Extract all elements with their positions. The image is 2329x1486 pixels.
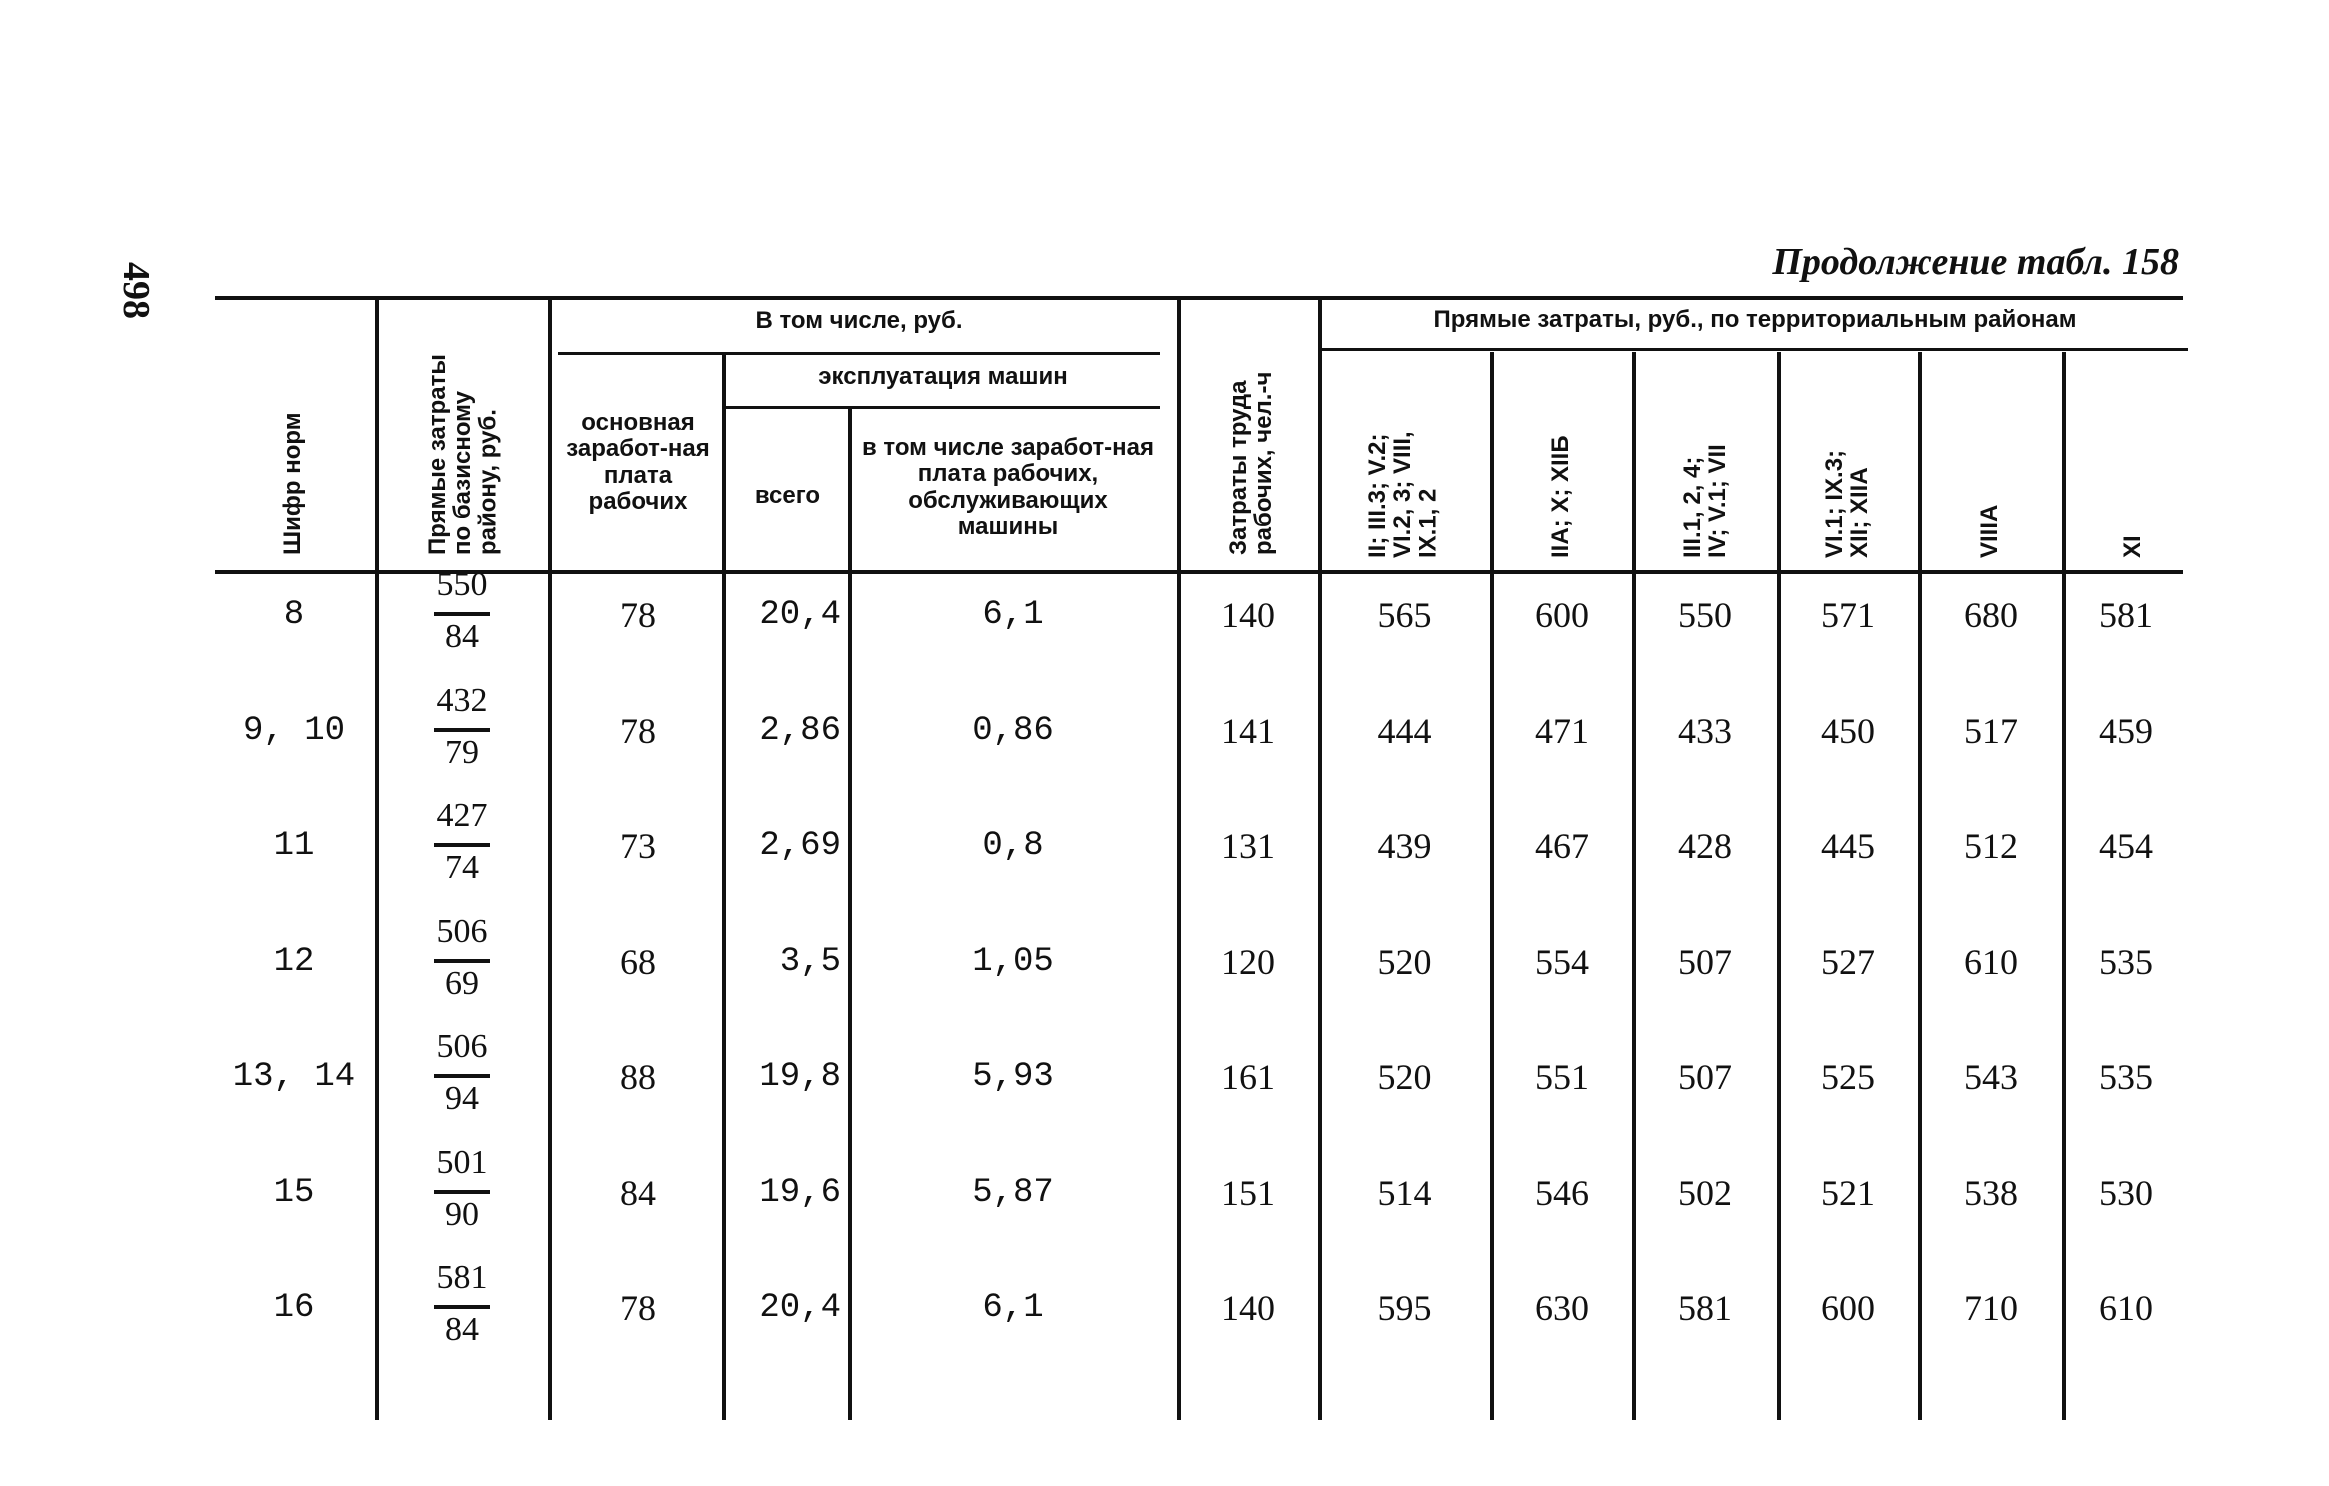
- fraction-numerator: 581: [436, 1259, 488, 1296]
- cell-pryamye-base: [379, 684, 545, 776]
- cell-trud: 141: [1221, 711, 1275, 751]
- cell-region-5: 543: [1964, 1057, 2018, 1097]
- cell-vsego: 20,4: [759, 596, 841, 634]
- table-caption: Продолжение табл. 158: [1772, 241, 2179, 283]
- cell-region-3: 433: [1678, 711, 1732, 751]
- cell-osn: 78: [620, 595, 656, 635]
- group-rule-v-tom-chisle: [558, 352, 1160, 355]
- cell-region-2: 554: [1535, 942, 1589, 982]
- cell-region-6: 610: [2099, 1288, 2153, 1328]
- header-region-5: VIIIА: [1976, 504, 2003, 558]
- cell-region-4: 527: [1821, 942, 1875, 982]
- fraction-denominator: 79: [445, 734, 479, 771]
- header-osnovnaya: основная заработ-ная плата рабочих: [566, 409, 710, 516]
- cell-region-1: 444: [1377, 711, 1432, 751]
- cell-zarab: 6,1: [982, 596, 1044, 634]
- header-shifr: Шифр норм: [279, 412, 306, 555]
- header-v-tom-chisle: В том числе, руб.: [755, 307, 963, 334]
- col-divider: [848, 409, 852, 1420]
- col-divider: [1632, 352, 1636, 1420]
- cell-region-1: 439: [1377, 826, 1432, 866]
- cell-zarab: 6,1: [982, 1289, 1044, 1327]
- cell-trud: 131: [1221, 826, 1275, 866]
- fraction-numerator: 501: [436, 1144, 488, 1181]
- fraction-denominator: 84: [445, 1311, 479, 1348]
- cell-region-1: 565: [1377, 595, 1432, 635]
- cell-pryamye-base: [379, 1030, 545, 1122]
- header-region-6: XI: [2119, 535, 2146, 558]
- cell-vsego: 19,8: [759, 1058, 841, 1096]
- cell-region-4: 445: [1821, 826, 1875, 866]
- fraction-bar: [434, 1190, 490, 1194]
- cell-osn: 68: [620, 942, 656, 982]
- fraction-bar: [434, 612, 490, 616]
- col-divider: [2062, 352, 2066, 1420]
- cell-region-5: 710: [1964, 1288, 2018, 1328]
- cell-region-3: 507: [1678, 1057, 1732, 1097]
- cell-region-6: 459: [2099, 711, 2153, 751]
- cell-region-1: 595: [1377, 1288, 1432, 1328]
- group-rule-territorial: [1320, 348, 2188, 351]
- col-divider: [722, 355, 726, 1420]
- cell-osn: 78: [620, 1288, 656, 1328]
- fraction-bar: [434, 728, 490, 732]
- header-region-4: VI.1; IX.3; XII; XIIА: [1821, 449, 1874, 558]
- cell-osn: 73: [620, 826, 656, 866]
- cell-trud: 161: [1221, 1057, 1275, 1097]
- cell-region-2: 630: [1535, 1288, 1589, 1328]
- fraction-denominator: 90: [445, 1196, 479, 1233]
- header-region-1: II; III.3; V.2; VI.2, 3; VIII, IX.1, 2: [1364, 431, 1442, 558]
- cell-shifr: 8: [283, 596, 305, 634]
- fraction-numerator: 550: [436, 566, 488, 603]
- cell-region-2: 467: [1535, 826, 1589, 866]
- cell-vsego: 20,4: [759, 1289, 841, 1327]
- col-divider: [1490, 352, 1494, 1420]
- header-zatraty-truda: Затраты труда рабочих, чел.-ч: [1225, 371, 1278, 555]
- cell-osn: 88: [620, 1057, 656, 1097]
- col-divider: [548, 300, 552, 1420]
- fraction-denominator: 74: [445, 849, 479, 886]
- fraction-denominator: 84: [445, 618, 479, 655]
- cell-region-3: 502: [1678, 1173, 1732, 1213]
- cell-zarab: 5,87: [972, 1174, 1054, 1212]
- cell-vsego: 19,6: [759, 1174, 841, 1212]
- cell-zarab: 5,93: [972, 1058, 1054, 1096]
- cell-region-1: 520: [1377, 1057, 1432, 1097]
- cell-region-2: 600: [1535, 595, 1589, 635]
- cell-region-3: 428: [1678, 826, 1732, 866]
- cell-region-6: 535: [2099, 942, 2153, 982]
- cell-region-6: 581: [2099, 595, 2153, 635]
- cell-region-2: 551: [1535, 1057, 1589, 1097]
- fraction-numerator: 427: [436, 797, 488, 834]
- header-pryamye-terr: Прямые затраты, руб., по территориальным районам: [1433, 306, 2077, 333]
- cell-pryamye-base: [379, 915, 545, 1007]
- cell-region-5: 610: [1964, 942, 2018, 982]
- cell-shifr: 16: [273, 1289, 315, 1327]
- cell-vsego: 2,86: [759, 712, 841, 750]
- fraction-numerator: 432: [436, 682, 488, 719]
- page-number: 498: [115, 262, 157, 319]
- col-divider: [1777, 352, 1781, 1420]
- cell-trud: 151: [1221, 1173, 1275, 1213]
- cell-region-4: 600: [1821, 1288, 1875, 1328]
- cell-pryamye-base: [379, 568, 545, 660]
- cell-region-6: 454: [2099, 826, 2153, 866]
- cell-pryamye-base: [379, 799, 545, 891]
- header-pryamye-base: Прямые затраты по базисному району, руб.: [424, 354, 502, 555]
- group-rule-ekspluat: [725, 406, 1160, 409]
- cell-shifr: 13, 14: [232, 1058, 356, 1096]
- cell-region-2: 546: [1535, 1173, 1589, 1213]
- cell-region-2: 471: [1535, 711, 1589, 751]
- cell-pryamye-base: [379, 1261, 545, 1353]
- cell-osn: 84: [620, 1173, 656, 1213]
- cell-zarab: 1,05: [972, 943, 1054, 981]
- cell-region-1: 520: [1377, 942, 1432, 982]
- cell-region-5: 512: [1964, 826, 2018, 866]
- cell-vsego: 3,5: [779, 943, 841, 981]
- cell-zarab: 0,86: [972, 712, 1054, 750]
- cell-region-4: 571: [1821, 595, 1875, 635]
- header-ekspluat: эксплуатация машин: [818, 363, 1068, 390]
- cell-region-6: 535: [2099, 1057, 2153, 1097]
- cell-region-3: 507: [1678, 942, 1732, 982]
- fraction-denominator: 69: [445, 965, 479, 1002]
- cell-zarab: 0,8: [982, 827, 1044, 865]
- cell-region-4: 450: [1821, 711, 1875, 751]
- header-region-2: IIA; X; XIIБ: [1547, 435, 1574, 558]
- top-rule: [215, 296, 2183, 300]
- cell-region-3: 581: [1678, 1288, 1732, 1328]
- cell-region-5: 538: [1964, 1173, 2018, 1213]
- header-vsego: всего: [754, 482, 821, 509]
- fraction-denominator: 94: [445, 1080, 479, 1117]
- cell-region-4: 525: [1821, 1057, 1875, 1097]
- fraction-bar: [434, 959, 490, 963]
- cell-shifr: 9, 10: [242, 712, 346, 750]
- cell-region-5: 680: [1964, 595, 2018, 635]
- cell-shifr: 11: [273, 827, 315, 865]
- cell-region-1: 514: [1377, 1173, 1432, 1213]
- col-divider: [1918, 352, 1922, 1420]
- fraction-numerator: 506: [436, 1028, 488, 1065]
- fraction-numerator: 506: [436, 913, 488, 950]
- fraction-bar: [434, 1074, 490, 1078]
- header-region-3: III.1, 2, 4; IV; V.1; VII: [1679, 444, 1732, 558]
- cell-shifr: 15: [273, 1174, 315, 1212]
- cell-vsego: 2,69: [759, 827, 841, 865]
- cell-region-3: 550: [1678, 595, 1732, 635]
- cell-osn: 78: [620, 711, 656, 751]
- cell-region-4: 521: [1821, 1173, 1875, 1213]
- fraction-bar: [434, 1305, 490, 1309]
- cell-pryamye-base: [379, 1146, 545, 1238]
- cell-trud: 120: [1221, 942, 1275, 982]
- cell-trud: 140: [1221, 595, 1275, 635]
- cell-shifr: 12: [273, 943, 315, 981]
- cell-region-6: 530: [2099, 1173, 2153, 1213]
- fraction-bar: [434, 843, 490, 847]
- cell-trud: 140: [1221, 1288, 1275, 1328]
- header-zarab-mashiny: в том числе заработ-ная плата рабочих, обслуживающих машины: [861, 434, 1155, 541]
- cell-region-5: 517: [1964, 711, 2018, 751]
